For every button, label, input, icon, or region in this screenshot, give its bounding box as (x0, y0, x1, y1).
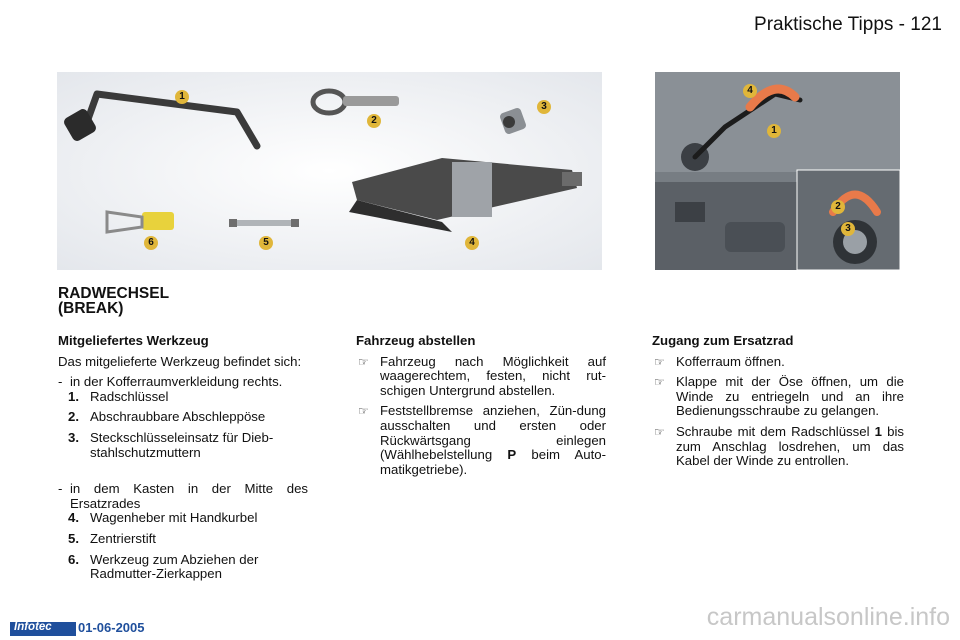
pointing-hand-icon: ☞ (358, 404, 369, 419)
tools-illustration-svg (57, 72, 602, 270)
spare-wheel-access-svg (655, 72, 900, 270)
supplied-tools-heading: Mitgeliefertes Werkzeug (58, 333, 209, 348)
parking-step: ☞ Fahrzeug nach Möglichkeit auf waagerechtem, festen, nicht rut-schigen Untergrund abstellen. (358, 353, 606, 398)
tool-item: 4. Wagenheber mit Handkurbel (68, 510, 258, 526)
spare-callout-4: 4 (743, 84, 757, 98)
location-spare-box (58, 482, 308, 511)
callout-6: 6 (144, 236, 158, 250)
parking-heading: Fahrzeug abstellen (356, 333, 476, 348)
callout-5: 5 (259, 236, 273, 250)
callout-3: 3 (537, 100, 551, 114)
location-trunk-text: in der Kofferraumverkleidung rechts. (70, 374, 283, 390)
pointing-hand-icon: ☞ (358, 354, 369, 369)
infotec-logo: Infotec (10, 622, 76, 636)
supplied-tools-intro: Das mitgelieferte Werkzeug befindet sich: (58, 353, 302, 369)
callout-1: 1 (175, 90, 189, 104)
supplied-tools-column (58, 334, 308, 582)
section-title (58, 286, 169, 316)
dash-marker: - (58, 374, 63, 390)
spare-callout-2: 2 (831, 200, 845, 214)
parking-column (356, 334, 606, 477)
parking-step: ☞ Feststellbremse anziehen, Zün-dung ausschalten und ersten oder Rückwärtsgang einlegen (Wählhebelstellung P beim Auto-matikgetriebe). (358, 403, 607, 477)
tools-illustration (57, 72, 602, 270)
page-header-title: Praktische Tipps - 121 (754, 14, 942, 35)
tool-item: 6. Werkzeug zum Abziehen der Radmutter-Zierkappen (68, 551, 259, 582)
spare-access-step: ☞ Klappe mit der Öse öffnen, um die Winde zu entriegeln und an ihre Bedienungsschraube zu gelangen. (654, 374, 904, 419)
spare-callout-3: 3 (841, 222, 855, 236)
tool-item: 1. Radschlüssel (68, 388, 169, 404)
watermark: carmanualsonline.info (706, 603, 950, 631)
footer-date: 01-06-2005 (78, 620, 145, 635)
dash-marker: - (58, 481, 63, 497)
location-spare-box-text: in dem Kasten in der Mitte des Ersatzrades (70, 481, 308, 511)
spare-access-heading: Zugang zum Ersatzrad (652, 333, 794, 348)
callout-4: 4 (465, 236, 479, 250)
centering-pin-icon (229, 219, 299, 227)
section-title-line2: (BREAK) (58, 300, 124, 317)
pointing-hand-icon: ☞ (654, 424, 665, 439)
pointing-hand-icon: ☞ (654, 375, 665, 390)
callout-2: 2 (367, 114, 381, 128)
spare-callout-1: 1 (767, 124, 781, 138)
tool-item: 5. Zentrierstift (68, 530, 156, 546)
section-title-line1: RADWECHSEL (58, 285, 170, 302)
pointing-hand-icon: ☞ (654, 354, 665, 369)
spare-access-step: ☞ Schraube mit dem Radschlüssel 1 bis zum Anschlag losdrehen, um das Kabel der Winde zu entrollen. (654, 423, 904, 469)
spare-access-column (652, 334, 904, 469)
spare-access-step: ☞ Kofferraum öffnen. (654, 353, 785, 369)
tool-item: 3. Steckschlüsseleinsatz für Dieb-stahlschutzmuttern (68, 429, 274, 460)
spare-wheel-access-illustration (655, 72, 900, 270)
tool-item: 2. Abschraubbare Abschleppöse (68, 409, 266, 425)
location-trunk (58, 375, 308, 390)
